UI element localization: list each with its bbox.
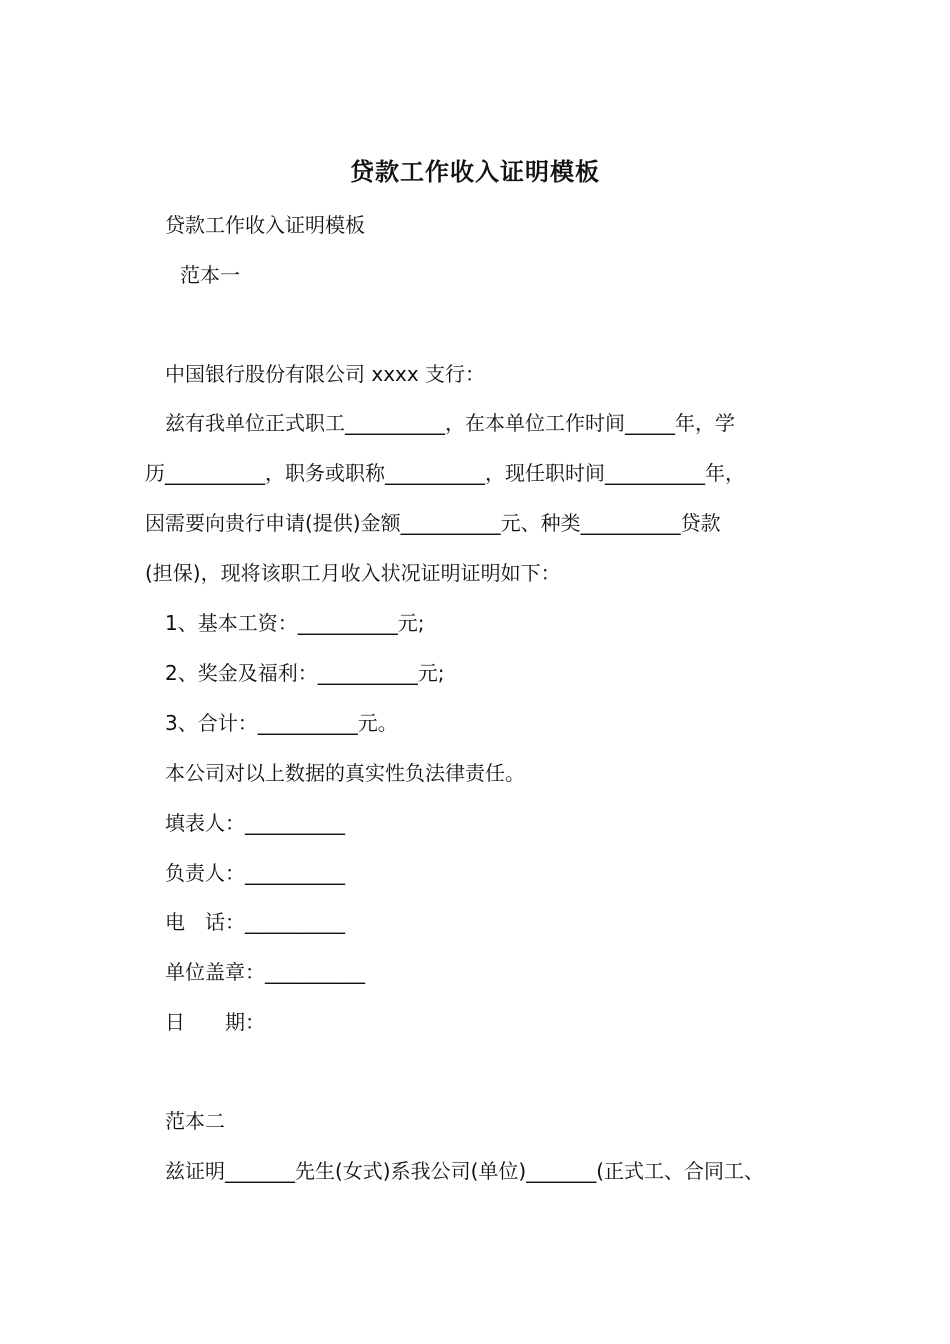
addressee-line: 中国银行股份有限公司 xxxx 支行： — [165, 362, 486, 386]
field-company-seal: 单位盖章：__________ — [165, 960, 365, 984]
item-total: 3、合计：__________元。 — [165, 711, 398, 735]
item-basic-salary: 1、基本工资：__________元; — [165, 611, 425, 635]
template-two-first-line: 兹证明_______先生(女式)系我公司(单位)_______(正式工、合同工、 — [165, 1159, 765, 1183]
body-line-1: 兹有我单位正式职工__________，在本单位工作时间_____年，学 — [165, 411, 735, 435]
template-two-heading: 范本二 — [165, 1109, 225, 1133]
body-line-2: 历__________，职务或职称__________，现任职时间__________年， — [145, 461, 745, 485]
body-line-4: (担保)，现将该职工月收入状况证明证明如下： — [145, 561, 561, 585]
legal-statement: 本公司对以上数据的真实性负法律责任。 — [165, 761, 525, 785]
field-phone: 电 话：__________ — [165, 910, 345, 934]
field-date: 日 期： — [165, 1010, 265, 1034]
item-bonus-welfare: 2、奖金及福利：__________元; — [165, 661, 445, 685]
field-filler: 填表人：__________ — [165, 811, 345, 835]
template-one-heading: 范本一 — [180, 263, 240, 287]
field-responsible-person: 负责人：__________ — [165, 861, 345, 885]
document-subtitle: 贷款工作收入证明模板 — [165, 213, 365, 237]
body-line-3: 因需要向贵行申请(提供)金额__________元、种类__________贷款 — [145, 511, 721, 535]
document-title: 贷款工作收入证明模板 — [350, 158, 600, 186]
